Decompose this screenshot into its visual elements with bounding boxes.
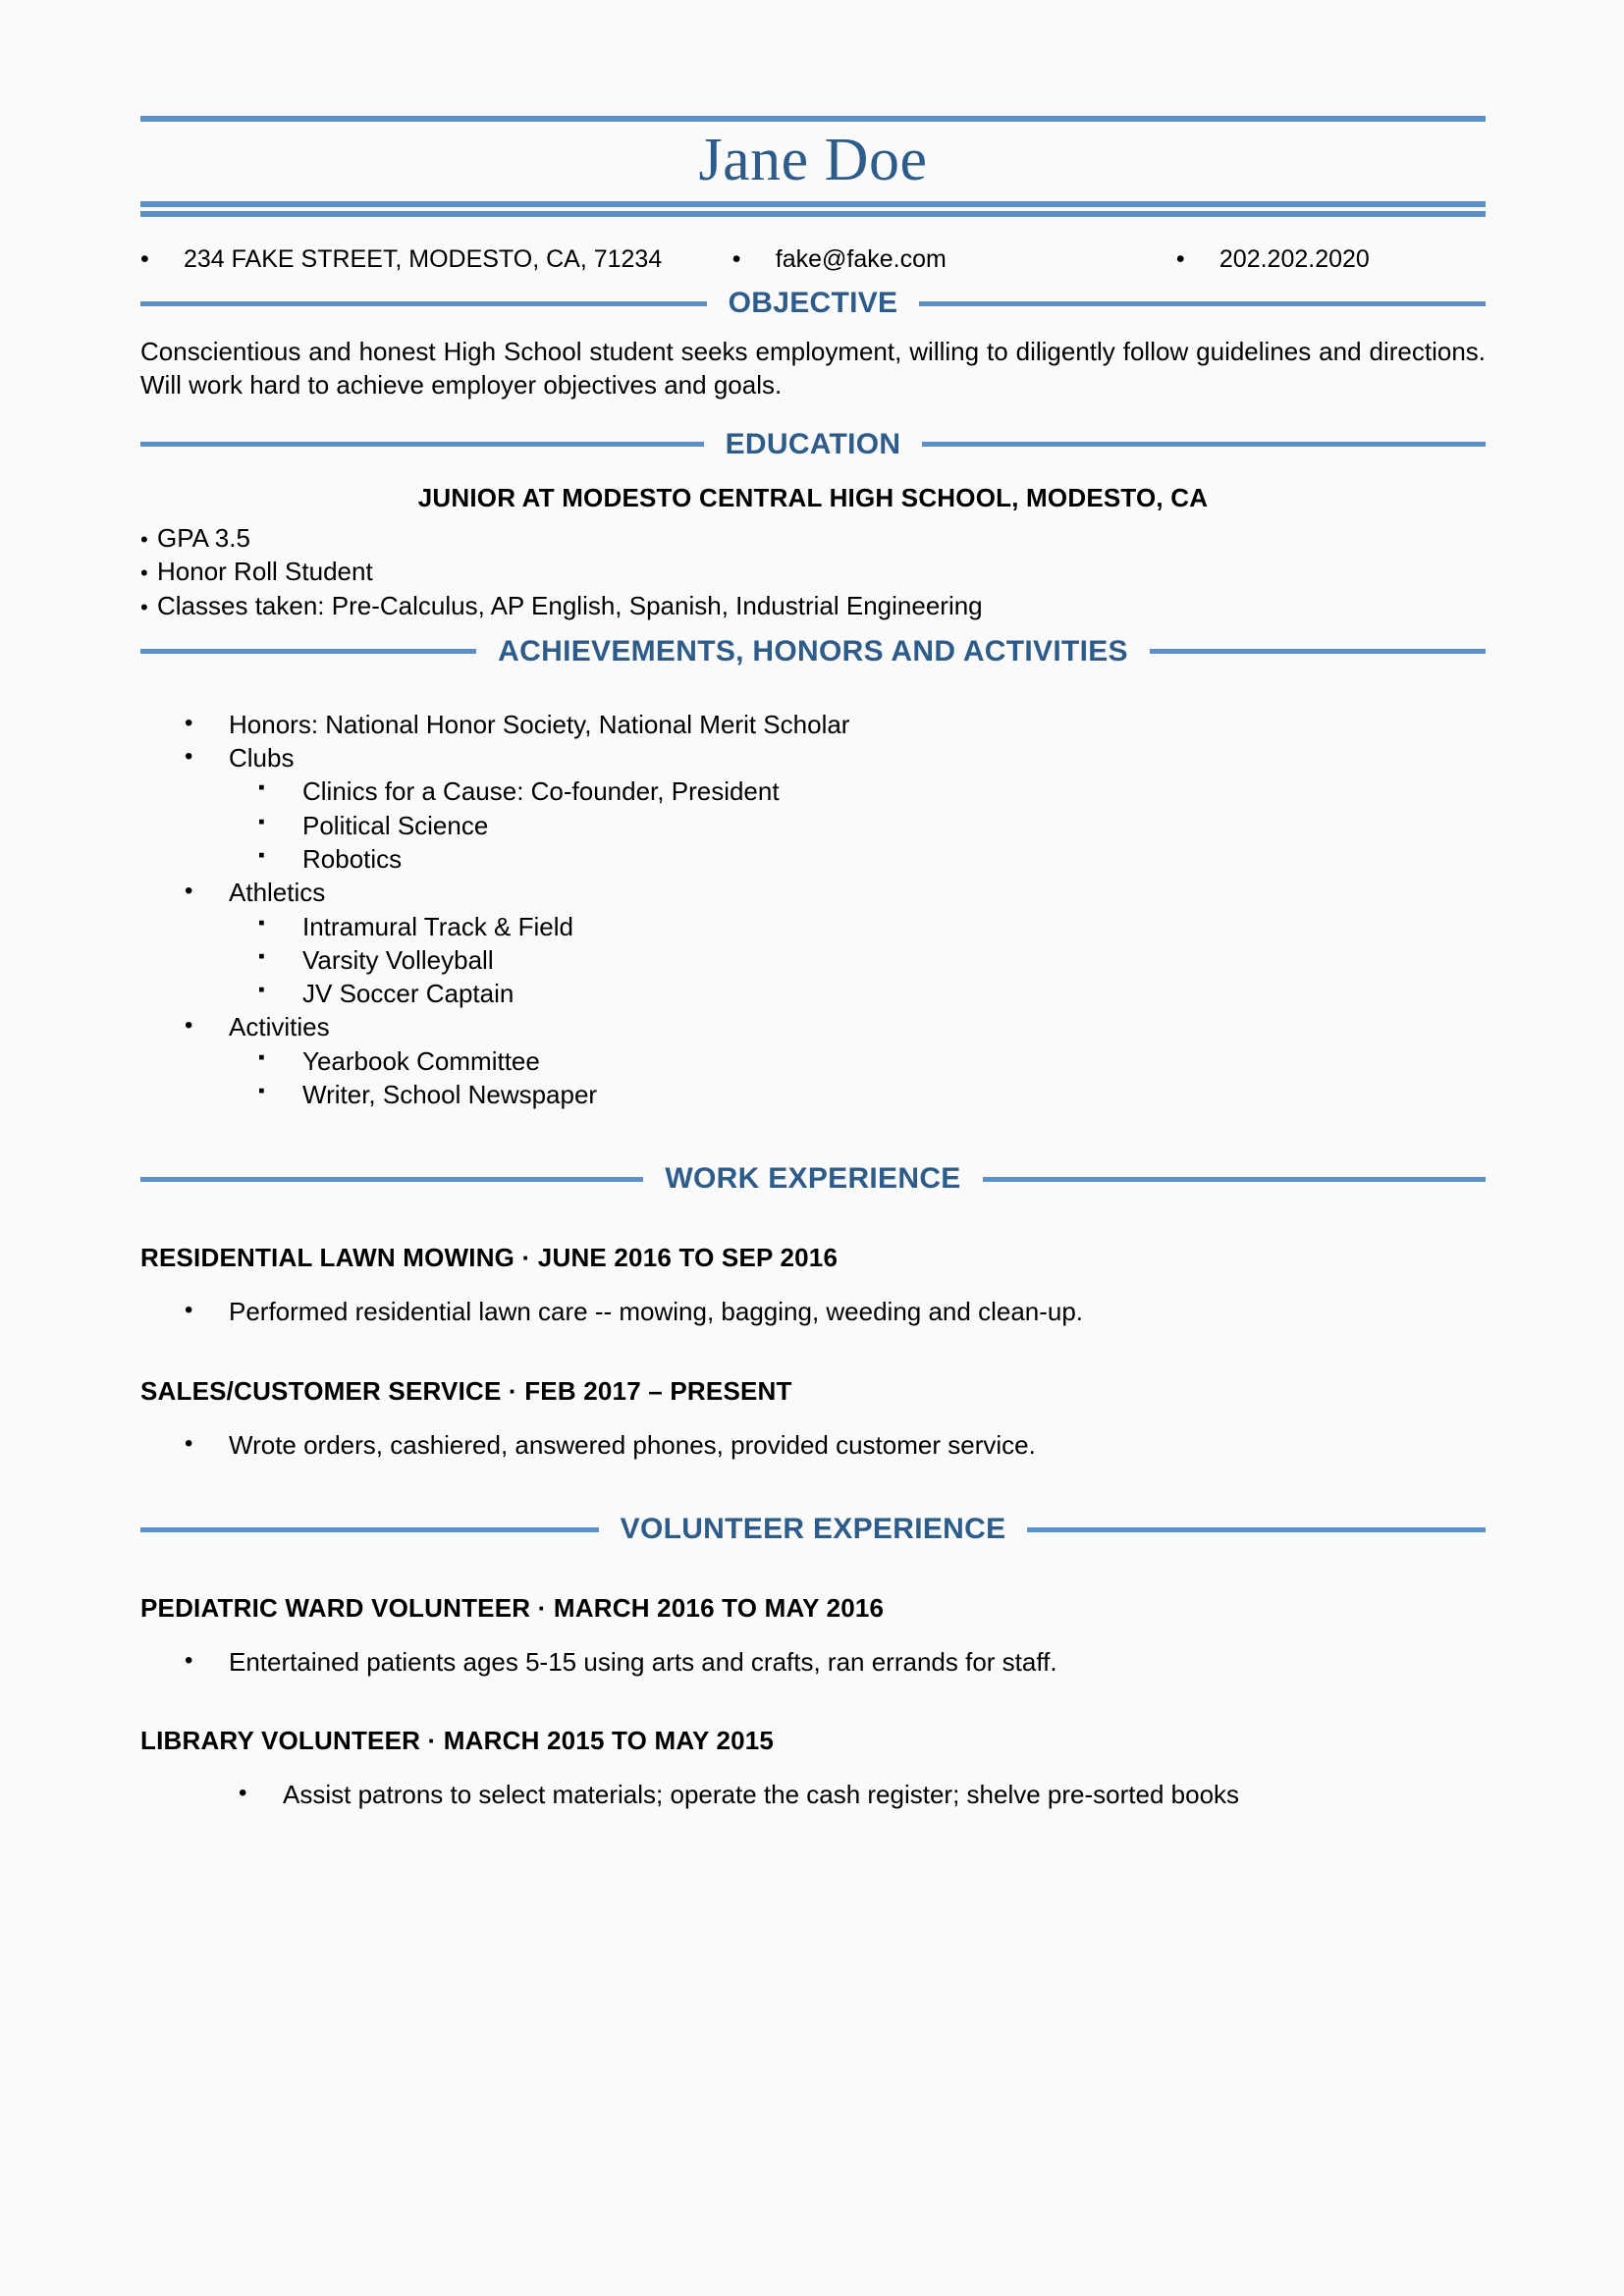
list-item-label: Robotics xyxy=(302,843,403,874)
list-item xyxy=(140,809,1486,842)
header-rule-upper xyxy=(140,201,1486,207)
volunteer-entry-bullets xyxy=(140,1645,1486,1679)
section-title: ACHIEVEMENTS, HONORS AND ACTIVITIES xyxy=(498,634,1128,667)
volunteer-entry xyxy=(140,1726,1486,1811)
list-item xyxy=(140,555,1486,589)
section-heading-volunteer-experience xyxy=(140,1513,1486,1546)
education-school: JUNIOR AT MODESTO CENTRAL HIGH SCHOOL, MODESTO, CA xyxy=(417,482,1209,512)
work-entry xyxy=(140,1243,1486,1328)
list-item xyxy=(140,1044,1486,1078)
rule-right xyxy=(983,1177,1486,1182)
square-bullet-icon: ▪ xyxy=(258,777,265,799)
contact-phone[interactable] xyxy=(1176,243,1486,275)
volunteer-entry-heading: LIBRARY VOLUNTEER · MARCH 2015 TO MAY 2015 xyxy=(140,1726,775,1756)
list-item xyxy=(140,1010,1486,1111)
square-bullet-icon: ▪ xyxy=(258,912,265,934)
bullet-icon: • xyxy=(185,878,193,905)
bullet-icon: • xyxy=(185,1012,193,1040)
sub-list xyxy=(140,774,1486,876)
rule-right xyxy=(1027,1527,1486,1532)
list-item xyxy=(140,842,1486,876)
square-bullet-icon: ▪ xyxy=(258,844,265,866)
list-item-label: Athletics xyxy=(229,878,326,908)
list-item xyxy=(140,876,1486,1010)
bullet-icon: • xyxy=(140,526,148,552)
bullet-icon: • xyxy=(185,1647,193,1674)
bullet-icon: • xyxy=(731,245,741,274)
volunteer-entry xyxy=(140,1593,1486,1679)
square-bullet-icon: ▪ xyxy=(258,945,265,967)
sub-list xyxy=(140,1044,1486,1112)
list-item xyxy=(140,521,1486,556)
list-item-label: Intramural Track & Field xyxy=(302,911,573,941)
list-item-label: GPA 3.5 xyxy=(157,522,250,553)
list-item-label: Clubs xyxy=(229,742,295,773)
candidate-name: Jane Doe xyxy=(698,127,928,193)
contact-phone-text[interactable]: 202.202.2020 xyxy=(1218,245,1370,274)
rule-left xyxy=(140,301,707,306)
volunteer-entry-heading: PEDIATRIC WARD VOLUNTEER · MARCH 2016 TO MAY 2016 xyxy=(140,1593,885,1623)
section-title: EDUCATION xyxy=(725,427,901,460)
contact-row xyxy=(140,243,1486,275)
list-item-label: Assist patrons to select materials; operate the cash register; shelve pre-sorted books xyxy=(283,1780,1240,1810)
section-heading-work-experience xyxy=(140,1162,1486,1196)
list-item xyxy=(140,1295,1486,1328)
name-block xyxy=(140,122,1486,201)
section-title: VOLUNTEER EXPERIENCE xyxy=(620,1513,1006,1545)
work-entry-bullets xyxy=(140,1295,1486,1328)
list-item xyxy=(140,943,1486,977)
bullet-icon: • xyxy=(1175,245,1185,274)
achievements-list xyxy=(140,708,1486,1112)
contact-email-text[interactable]: fake@fake.com xyxy=(775,245,947,274)
bullet-icon: • xyxy=(185,709,193,736)
bullet-icon: • xyxy=(140,245,149,274)
section-heading-education xyxy=(140,428,1486,461)
rule-left xyxy=(140,442,704,447)
square-bullet-icon: ▪ xyxy=(258,1046,265,1068)
list-item-label: Performed residential lawn care -- mowing, bagging, weeding and clean-up. xyxy=(229,1297,1084,1327)
rule-right xyxy=(1150,649,1486,654)
section-heading-achievements xyxy=(140,635,1486,668)
education-list xyxy=(140,521,1486,623)
list-item xyxy=(140,1778,1486,1811)
header-rule-lower xyxy=(140,211,1486,217)
contact-address xyxy=(140,243,732,275)
square-bullet-icon: ▪ xyxy=(258,1081,265,1102)
work-entry-heading: RESIDENTIAL LAWN MOWING · JUNE 2016 TO SEP 2016 xyxy=(140,1243,839,1273)
list-item-label: Clinics for a Cause: Co-founder, President xyxy=(302,776,780,807)
list-item-label: Writer, School Newspaper xyxy=(302,1080,598,1110)
list-item xyxy=(140,1645,1486,1679)
work-entry xyxy=(140,1376,1486,1462)
list-item-label: JV Soccer Captain xyxy=(302,979,514,1009)
objective-paragraph: Conscientious and honest High School student seeks employment, willing to diligently follow guidelines and directions. Will work hard to achieve employer objectives and goals. xyxy=(140,337,1486,400)
list-item-label: Entertained patients ages 5-15 using arts and crafts, ran errands for staff. xyxy=(229,1647,1057,1677)
list-item xyxy=(140,977,1486,1010)
bullet-icon: • xyxy=(239,1780,247,1807)
section-heading-objective xyxy=(140,287,1486,320)
square-bullet-icon: ▪ xyxy=(258,980,265,1001)
list-item-label: Varsity Volleyball xyxy=(302,944,494,975)
list-item-label: Honor Roll Student xyxy=(157,557,373,587)
list-item xyxy=(140,1428,1486,1462)
list-item xyxy=(140,741,1486,876)
list-item-label: Political Science xyxy=(302,810,489,840)
list-item-label: Classes taken: Pre-Calculus, AP English, Spanish, Industrial Engineering xyxy=(157,591,983,621)
rule-right xyxy=(919,301,1486,306)
list-item xyxy=(140,1078,1486,1111)
rule-right xyxy=(922,442,1486,447)
bullet-icon: • xyxy=(185,742,193,770)
list-item xyxy=(140,708,1486,741)
resume-sheet xyxy=(140,0,1486,1812)
work-entry-heading: SALES/CUSTOMER SERVICE · FEB 2017 – PRESENT xyxy=(140,1375,792,1406)
volunteer-entry-bullets xyxy=(140,1778,1486,1811)
list-item xyxy=(140,774,1486,808)
rule-left xyxy=(140,1527,599,1532)
section-title: OBJECTIVE xyxy=(728,287,898,320)
bullet-icon: • xyxy=(140,595,148,620)
rule-left xyxy=(140,1177,643,1182)
contact-email[interactable] xyxy=(732,243,1176,275)
contact-address-text: 234 FAKE STREET, MODESTO, CA, 71234 xyxy=(184,245,663,274)
list-item-label: Activities xyxy=(229,1012,330,1042)
list-item-label: Yearbook Committee xyxy=(302,1045,540,1076)
list-item xyxy=(140,589,1486,623)
list-item xyxy=(140,910,1486,943)
bullet-icon: • xyxy=(185,1297,193,1324)
list-item-label: Wrote orders, cashiered, answered phones, provided customer service. xyxy=(229,1429,1036,1460)
square-bullet-icon: ▪ xyxy=(258,811,265,832)
section-title: WORK EXPERIENCE xyxy=(665,1162,961,1196)
bullet-icon: • xyxy=(185,1429,193,1457)
list-item-label: Honors: National Honor Society, National Merit Scholar xyxy=(229,709,850,739)
sub-list xyxy=(140,910,1486,1011)
bullet-icon: • xyxy=(140,561,148,586)
work-entry-bullets xyxy=(140,1428,1486,1462)
rule-left xyxy=(140,649,476,654)
